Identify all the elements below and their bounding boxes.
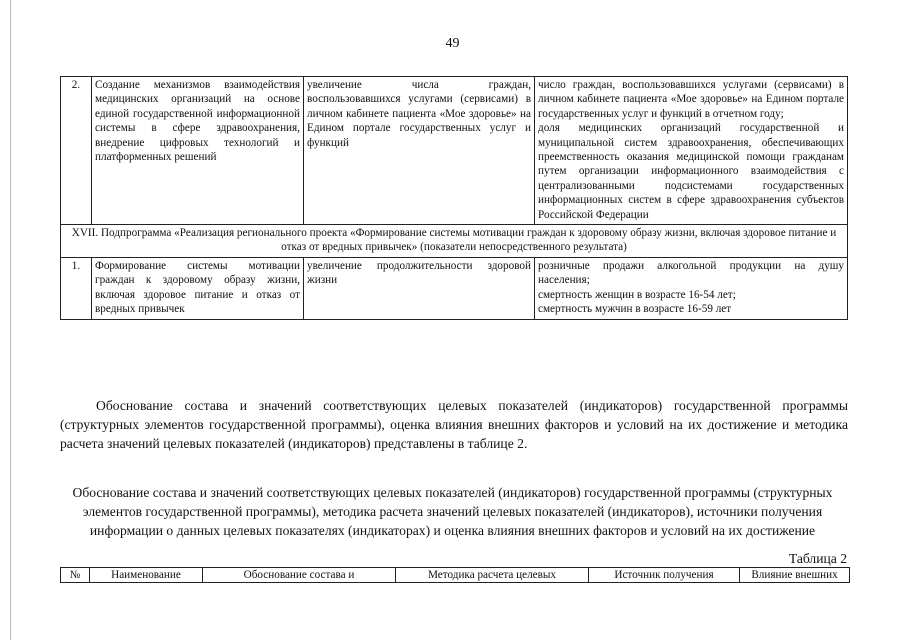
indicators-cell <box>535 77 848 225</box>
indicators-table <box>60 76 848 320</box>
table-label: Таблица 2 <box>788 551 847 566</box>
column-header: Обоснование состава и <box>203 568 396 583</box>
table-row <box>61 77 848 225</box>
table-2-header <box>60 567 850 583</box>
row-number: 1. <box>61 257 92 319</box>
column-header: Источник получения <box>589 568 740 583</box>
table-heading: Обоснование состава и значений соответствующих целевых показателей (индикаторов) государственной программы (структурных элементов государственной программы), методика расчета значений целевых показателей (индикаторов), источники получения информации о данных целевых показателях (индикаторах) и оценка влияния внешних факторов и условий на их достижение <box>72 485 833 538</box>
indicator-text: смертность мужчин в возрасте 16-59 лет <box>538 303 732 316</box>
column-header: Влияние внешних <box>740 568 850 583</box>
section-row <box>61 225 848 258</box>
row-number: 2. <box>61 77 92 225</box>
page-edge-line <box>10 0 11 640</box>
indicators-cell <box>535 257 848 319</box>
page-number: 49 <box>445 36 460 51</box>
header-row <box>61 568 850 583</box>
table-row <box>61 257 848 319</box>
indicator-text: розничные продажи алкогольной продукции на душу населения; <box>538 259 844 287</box>
indicator-text: число граждан, воспользовавшихся услугами (сервисами) в личном кабинете пациента «Мое здоровье» на Едином портале государственных услуг и функций в отчетном году; <box>538 79 844 120</box>
result-cell: увеличение числа граждан, воспользовавшихся услугами (сервисами) в личном кабинете пациента «Мое здоровье» на Едином портале государственных услуг и функций <box>304 77 535 225</box>
measure-cell: Создание механизмов взаимодействия медицинских организаций на основе единой государственной информационной системы в сфере здравоохранения, внедрение цифровых технологий и платформенных решений <box>92 77 304 225</box>
indicator-text: смертность женщин в возрасте 16-54 лет; <box>538 288 736 301</box>
result-cell: увеличение продолжительности здоровой жизни <box>304 257 535 319</box>
measure-cell: Формирование системы мотивации граждан к здоровому образу жизни, включая здоровое питание и отказ от вредных привычек <box>92 257 304 319</box>
column-header: Наименование <box>90 568 203 583</box>
column-header: № <box>61 568 90 583</box>
body-paragraph: Обоснование состава и значений соответствующих целевых показателей (индикаторов) государственной программы (структурных элементов государственной программы), оценка влияния внешних факторов и условий на их достижение и методика расчета значений целевых показателей (индикаторов) представлены в таблице 2. <box>60 398 848 451</box>
section-title: XVII. Подпрограмма «Реализация регионального проекта «Формирование системы мотивации граждан к здоровому образу жизни, включая здоровое питание и отказ от вредных привычек» (показатели непосредственного результата) <box>61 225 848 258</box>
indicator-text: доля медицинских организаций государственной и муниципальной систем здравоохранения, обеспечивающих преемственность оказания медицинской помощи гражданам путем организации информационного взаимодействия с централизованными подсистемами государственных информационных систем в сфере здравоохранения субъектов Российской Федерации <box>538 122 844 221</box>
column-header: Методика расчета целевых <box>396 568 589 583</box>
